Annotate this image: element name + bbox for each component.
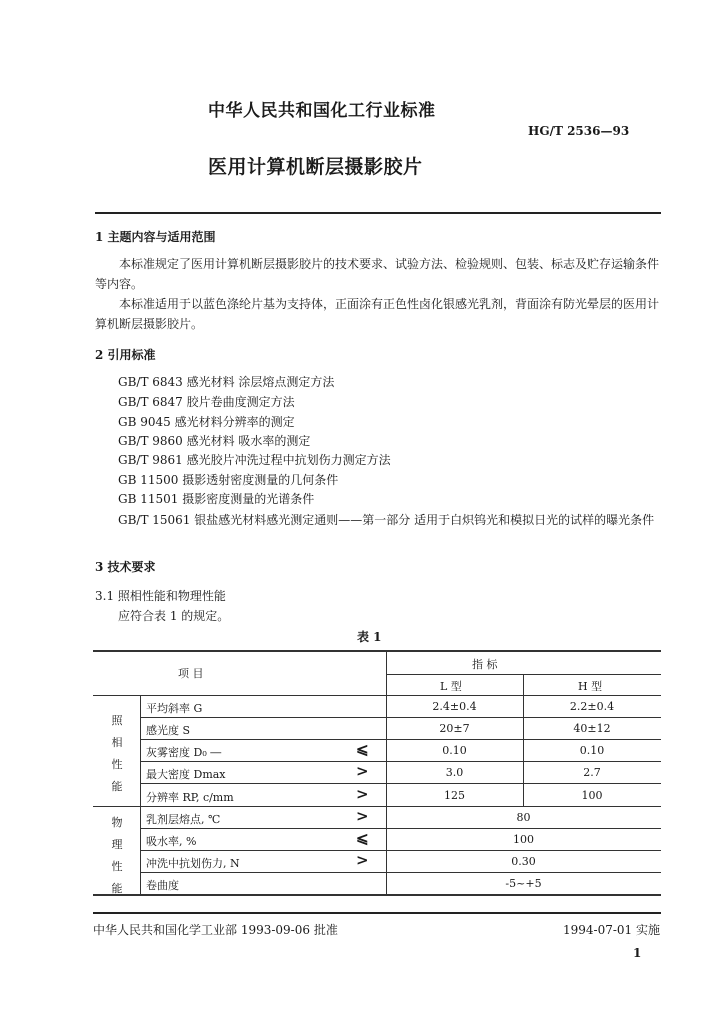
table-cell-merged: 80 xyxy=(516,811,531,824)
reference-item-long: GB/T 15061 银盐感光材料感光测定通则——第一部分 适用于白炽钨光和模拟日光的试样的曝光条件 xyxy=(118,513,655,527)
document-title: 医用计算机断层摄影胶片 xyxy=(208,156,423,178)
table-row-item: 冲洗中抗划伤力, N xyxy=(146,857,240,870)
comparison-symbol: ⩽ xyxy=(356,829,369,847)
table-cell-h: 40±12 xyxy=(573,722,611,735)
approval-line: 中华人民共和国化学工业部 1993-09-06 批准 xyxy=(93,923,338,937)
table-cell-l: 0.10 xyxy=(442,744,467,757)
table-row-item: 平均斜率 G xyxy=(146,702,203,715)
group-label-physical: 物理性能 xyxy=(111,816,123,895)
reference-item: GB 11500 摄影透射密度测量的几何条件 xyxy=(118,473,339,487)
reference-item: GB/T 6847 胶片卷曲度测定方法 xyxy=(118,395,295,409)
table-header-type-l: L 型 xyxy=(440,680,462,693)
table-header-item: 项 目 xyxy=(178,667,204,680)
reference-item: GB 11501 摄影密度测量的光谱条件 xyxy=(118,492,315,506)
comparison-symbol: > xyxy=(356,785,369,803)
table-cell-l: 2.4±0.4 xyxy=(432,700,477,713)
subsection-3-1-text: 应符合表 1 的规定。 xyxy=(118,609,230,623)
section-1-paragraph-2: 本标准适用于以蓝色涤纶片基为支持体，正面涂有正色性卤化银感光乳剂，背面涂有防光晕层的医用计算机断层摄影胶片。 xyxy=(95,297,660,331)
standard-org-title: 中华人民共和国化工行业标准 xyxy=(208,101,436,121)
comparison-symbol: > xyxy=(356,762,369,780)
table-cell-l: 20±7 xyxy=(439,722,470,735)
table-cell-merged: 0.30 xyxy=(511,855,536,868)
table-row-item: 卷曲度 xyxy=(146,879,179,892)
table-row-item: 灰雾密度 D₀ ― xyxy=(146,746,222,759)
table-cell-merged: 100 xyxy=(513,833,534,846)
table-row-item: 感光度 S xyxy=(146,724,191,737)
reference-item: GB 9045 感光材料分辨率的测定 xyxy=(118,415,295,429)
table-cell-merged: -5~+5 xyxy=(505,877,542,890)
table-header-index: 指 标 xyxy=(472,658,498,671)
section-2-heading: 2 引用标准 xyxy=(95,348,156,362)
group-label-photographic: 照相性能 xyxy=(111,714,123,793)
reference-item: GB/T 6843 感光材料 涂层熔点测定方法 xyxy=(118,375,335,389)
reference-item: GB/T 9860 感光材料 吸水率的测定 xyxy=(118,434,311,448)
table-caption: 表 1 xyxy=(357,630,382,644)
table-cell-h: 0.10 xyxy=(579,744,605,757)
header-divider xyxy=(95,212,661,214)
page-number: 1 xyxy=(633,946,642,960)
section-3-heading: 3 技术要求 xyxy=(95,560,156,574)
table-row-item: 乳剂层熔点, ℃ xyxy=(146,813,221,826)
comparison-symbol: > xyxy=(356,851,369,869)
table-cell-l: 3.0 xyxy=(445,766,464,779)
table-cell-l: 125 xyxy=(444,789,465,802)
subsection-3-1-heading: 3.1 照相性能和物理性能 xyxy=(95,589,226,603)
table-header-type-h: H 型 xyxy=(578,680,603,693)
table-cell-h: 2.7 xyxy=(583,766,601,779)
comparison-symbol: ⩽ xyxy=(356,740,369,758)
footer-divider xyxy=(93,912,661,914)
section-1-heading: 1 主题内容与适用范围 xyxy=(95,230,216,244)
table-row-item: 最大密度 Dmax xyxy=(146,768,226,781)
section-1-paragraph-1: 本标准规定了医用计算机断层摄影胶片的技术要求、试验方法、检验规则、包装、标志及贮存运输条件等内容。 xyxy=(95,257,660,291)
table-row-item: 吸水率, % xyxy=(146,835,197,848)
implementation-date: 1994-07-01 实施 xyxy=(563,923,661,937)
standard-code: HG/T 2536—93 xyxy=(528,124,630,138)
table-cell-h: 2.2±0.4 xyxy=(569,700,615,713)
table-cell-h: 100 xyxy=(581,789,603,802)
reference-item: GB/T 9861 感光胶片冲洗过程中抗划伤力测定方法 xyxy=(118,453,391,467)
table-row-item: 分辨率 RP, c/mm xyxy=(146,791,234,804)
comparison-symbol: > xyxy=(356,807,369,825)
